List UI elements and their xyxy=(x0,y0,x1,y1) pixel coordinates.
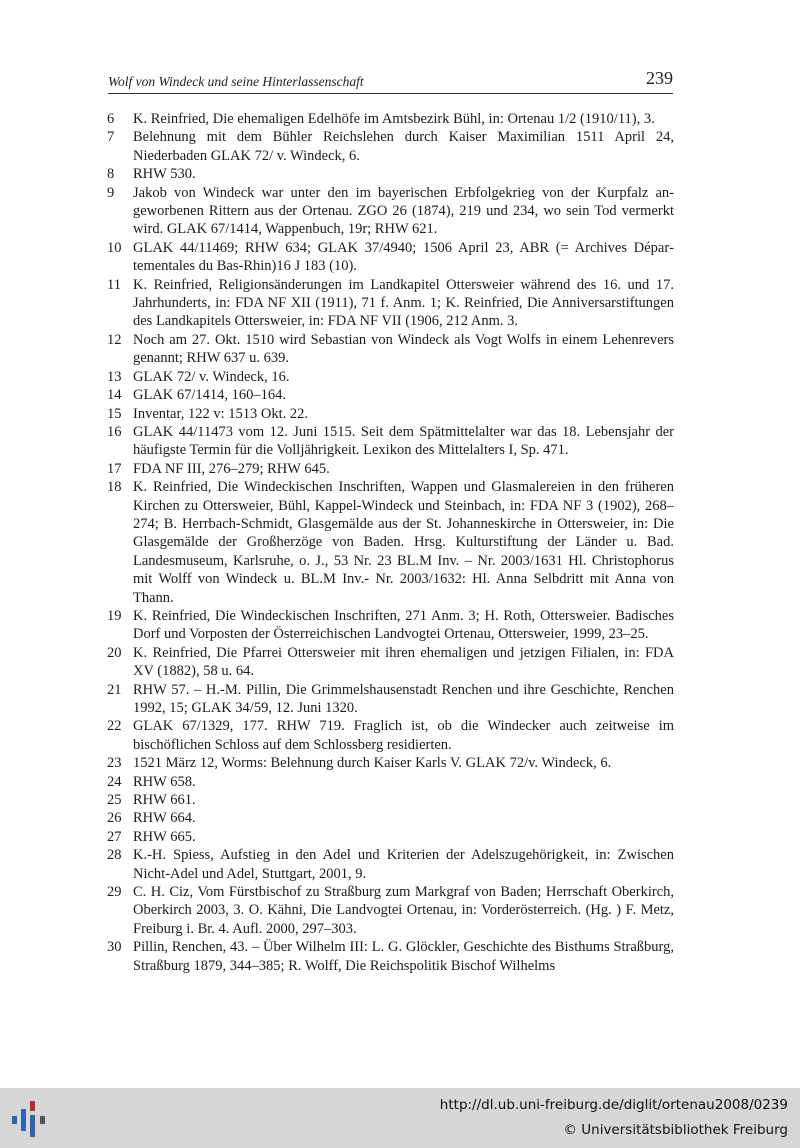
footnote xyxy=(102,846,674,883)
page-number: 239 xyxy=(646,68,673,88)
footnote xyxy=(102,386,674,404)
ub-freiburg-logo-icon[interactable] xyxy=(12,1101,52,1137)
footnote xyxy=(102,809,674,827)
footnote xyxy=(102,717,674,754)
footnote xyxy=(102,644,674,681)
running-title: Wolf von Windeck und seine Hinterlassenschaft xyxy=(108,74,364,89)
footnote xyxy=(102,460,674,478)
footnote-text: GLAK 72/ v. Windeck, 16. xyxy=(133,368,290,385)
footnote-text: RHW 57. – H.-M. Pillin, Die Grimmelshausenstadt Renchen und ihre Geschichte, Renchen 1992, 15; GLAK 34/59, 12. Juni 1320. xyxy=(133,681,674,716)
footnote xyxy=(102,791,674,809)
logo-bar-blue-bottom xyxy=(30,1115,35,1137)
header-rule xyxy=(108,93,673,94)
logo-bar-red-top xyxy=(30,1101,35,1111)
footnote xyxy=(102,607,674,644)
footnote xyxy=(102,681,674,718)
footnote xyxy=(102,478,674,607)
footnote-number: 30 xyxy=(107,939,122,956)
footnote-number: 22 xyxy=(107,718,122,735)
footnote-number: 10 xyxy=(107,239,122,256)
library-footer-bar xyxy=(0,1088,800,1148)
footnote-text: K. Reinfried, Religionsänderungen im Landkapitel Ottersweier während des 16. und 17. Jahrhunderts, in: FDA NF XII (1911), 71 f. Anm. 1; K. Reinfried, Die Anniversarstiftungen des Landkapitels Ottersweier, in: FDA NF VII (1906, 212 Anm. 3. xyxy=(133,276,674,330)
footnote-number: 16 xyxy=(107,423,122,440)
footnote-text: GLAK 44/11473 vom 12. Juni 1515. Seit dem Spätmittelalter war das 18. Lebensjahr der häufigste Termin für die Volljährigkeit. Lexikon des Mittelalters I, Sp. 471. xyxy=(133,423,674,459)
footnote-text: Inventar, 122 v: 1513 Okt. 22. xyxy=(133,405,309,422)
footnote-text: Noch am 27. Okt. 1510 wird Sebastian von Windeck als Vogt Wolfs in einem Lehenrevers genannt; RHW 637 u. 639. xyxy=(133,331,674,367)
footnote-text: Jakob von Windeck war unter den im bayerischen Erbfolgekrieg von der Kurpfalz angeworbenen Rittern aus der Ortenau. ZGO 26 (1874), 219 und 234, wo sein Tod vermerkt wird. GLAK 67/1414, Wappenbuch, 19r; RHW 621. xyxy=(133,184,674,238)
footnote-number: 29 xyxy=(107,884,122,901)
footnote xyxy=(102,883,674,938)
footnote-number: 9 xyxy=(107,184,115,201)
logo-bar-grey xyxy=(40,1116,45,1124)
footnote xyxy=(102,773,674,791)
footnote-number: 21 xyxy=(107,681,122,698)
footnote xyxy=(102,331,674,368)
footnote-text: Pillin, Renchen, 43. – Über Wilhelm III: L. G. Glöckler, Geschichte des Bisthums Straßburg, Straßburg 1879, 344–385; R. Wolff, Die Reichspolitik Bischof Wilhelms xyxy=(133,939,674,974)
footnote xyxy=(102,368,674,386)
footnote-text: GLAK 67/1414, 160–164. xyxy=(133,387,287,404)
footnote-number: 13 xyxy=(107,368,122,385)
footnote-number: 28 xyxy=(107,847,122,864)
footnote-number: 14 xyxy=(107,387,122,404)
footnote-text: RHW 530. xyxy=(133,166,196,183)
footnote-text: K. Reinfried, Die ehemaligen Edelhöfe im Amtsbezirk Bühl, in: Ortenau 1/2 (1910/11), 3. xyxy=(133,111,655,127)
footnote xyxy=(102,405,674,423)
footnote-number: 23 xyxy=(107,755,122,772)
footnote-number: 12 xyxy=(107,331,122,348)
footnote xyxy=(102,754,674,772)
footnote-text: RHW 661. xyxy=(133,792,196,809)
footnote-text: K. Reinfried, Die Windeckischen Inschriften, 271 Anm. 3; H. Roth, Ottersweier. Badisches Dorf und Vorposten der Österreichischen Landvogtei Ortenau, Ottersweier, 1999, 23–25. xyxy=(133,607,674,643)
footnote-text: 1521 März 12, Worms: Belehnung durch Kaiser Karls V. GLAK 72/v. Windeck, 6. xyxy=(133,755,612,772)
footnote xyxy=(102,276,674,331)
footnote xyxy=(102,239,674,276)
logo-bar-blue-left xyxy=(12,1116,17,1124)
footnote-number: 15 xyxy=(107,405,122,422)
footnote-text: RHW 664. xyxy=(133,810,196,827)
footnote-text: FDA NF III, 276–279; RHW 645. xyxy=(133,460,330,477)
footnote-text: K. Reinfried, Die Windeckischen Inschriften, Wappen und Glasmalereien in den früheren Kirchen zu Ottersweier, Bühl, Kappel-Windeck und Steinbach, in: FDA NF 3 (1902), 268–274; B. Herrbach-Schmidt, Glasgemälde aus der St. Johanneskirche in Ottersweier, in: Die Glasgemälde der Großherzöge von Baden. Hrsg. Kulturstiftung der Länder u. Bad. Landesmuseum, Karlsruhe, o. J., 53 Nr. 23 BL.M Inv. – Nr. 2003/1631 Hl. Christophorus mit Wolff von Windeck u. BL.M Inv.- Nr. 2003/1632: Hl. Anna Selbdritt mit Anna von Thann. xyxy=(133,479,674,606)
footnote-number: 6 xyxy=(107,111,115,127)
footnote-text: Belehnung mit dem Bühler Reichslehen durch Kaiser Maximilian 1511 April 24, Niederbaden GLAK 72/ v. Windeck, 6. xyxy=(133,129,674,164)
footnote-text: RHW 665. xyxy=(133,828,196,845)
footnote xyxy=(102,184,674,239)
logo-bar-blue-center xyxy=(21,1109,26,1131)
footnote-text: C. H. Ciz, Vom Fürstbischof zu Straßburg zum Markgraf von Baden; Herrschaft Oberkirch, Oberkirch 2003, 3. O. Kähni, Die Landvogtei Ortenau, in: Vorderösterreich. (Hg. ) F. Metz, Freiburg i. Br. 4. Aufl. 2000, 297–303. xyxy=(133,884,674,937)
source-url-link[interactable]: http://dl.ub.uni-freiburg.de/diglit/ortenau2008/0239 xyxy=(439,1097,788,1113)
footnote-number: 19 xyxy=(107,607,122,624)
footnote-number: 7 xyxy=(107,129,115,146)
footnote-number: 26 xyxy=(107,810,122,827)
footnote-number: 17 xyxy=(107,460,122,477)
footnote xyxy=(102,938,674,975)
footnote-number: 11 xyxy=(107,276,121,293)
copyright-notice: © Universitätsbibliothek Freiburg xyxy=(563,1122,788,1138)
footnote xyxy=(102,423,674,460)
footnote xyxy=(102,128,674,165)
footnotes-list xyxy=(102,110,674,975)
footnote-number: 24 xyxy=(107,773,122,790)
footnote-number: 8 xyxy=(107,166,115,183)
footnote-number: 18 xyxy=(107,479,122,496)
footnote-number: 20 xyxy=(107,644,122,661)
footnote-number: 25 xyxy=(107,792,122,809)
footnote-text: GLAK 44/11469; RHW 634; GLAK 37/4940; 1506 April 23, ABR (= Archives Départementales du Bas-Rhin)16 J 183 (10). xyxy=(133,239,674,275)
footnote xyxy=(102,165,674,183)
footnote-text: K.-H. Spiess, Aufstieg in den Adel und Kriterien der Adelszugehörigkeit, in: Zwischen Nicht-Adel und Adel, Stuttgart, 2001, 9. xyxy=(133,847,674,882)
footnote xyxy=(102,828,674,846)
footnote xyxy=(102,110,674,128)
footnote-text: GLAK 67/1329, 177. RHW 719. Fraglich ist, ob die Windecker auch zeitweise im bischöflichen Schloss auf dem Schlossberg residierten. xyxy=(133,718,674,753)
footnote-number: 27 xyxy=(107,828,122,845)
footnote-text: RHW 658. xyxy=(133,773,196,790)
running-header xyxy=(108,66,673,94)
footnote-text: K. Reinfried, Die Pfarrei Ottersweier mit ihren ehemaligen und jetzigen Filialen, in: FDA XV (1882), 58 u. 64. xyxy=(133,644,674,680)
